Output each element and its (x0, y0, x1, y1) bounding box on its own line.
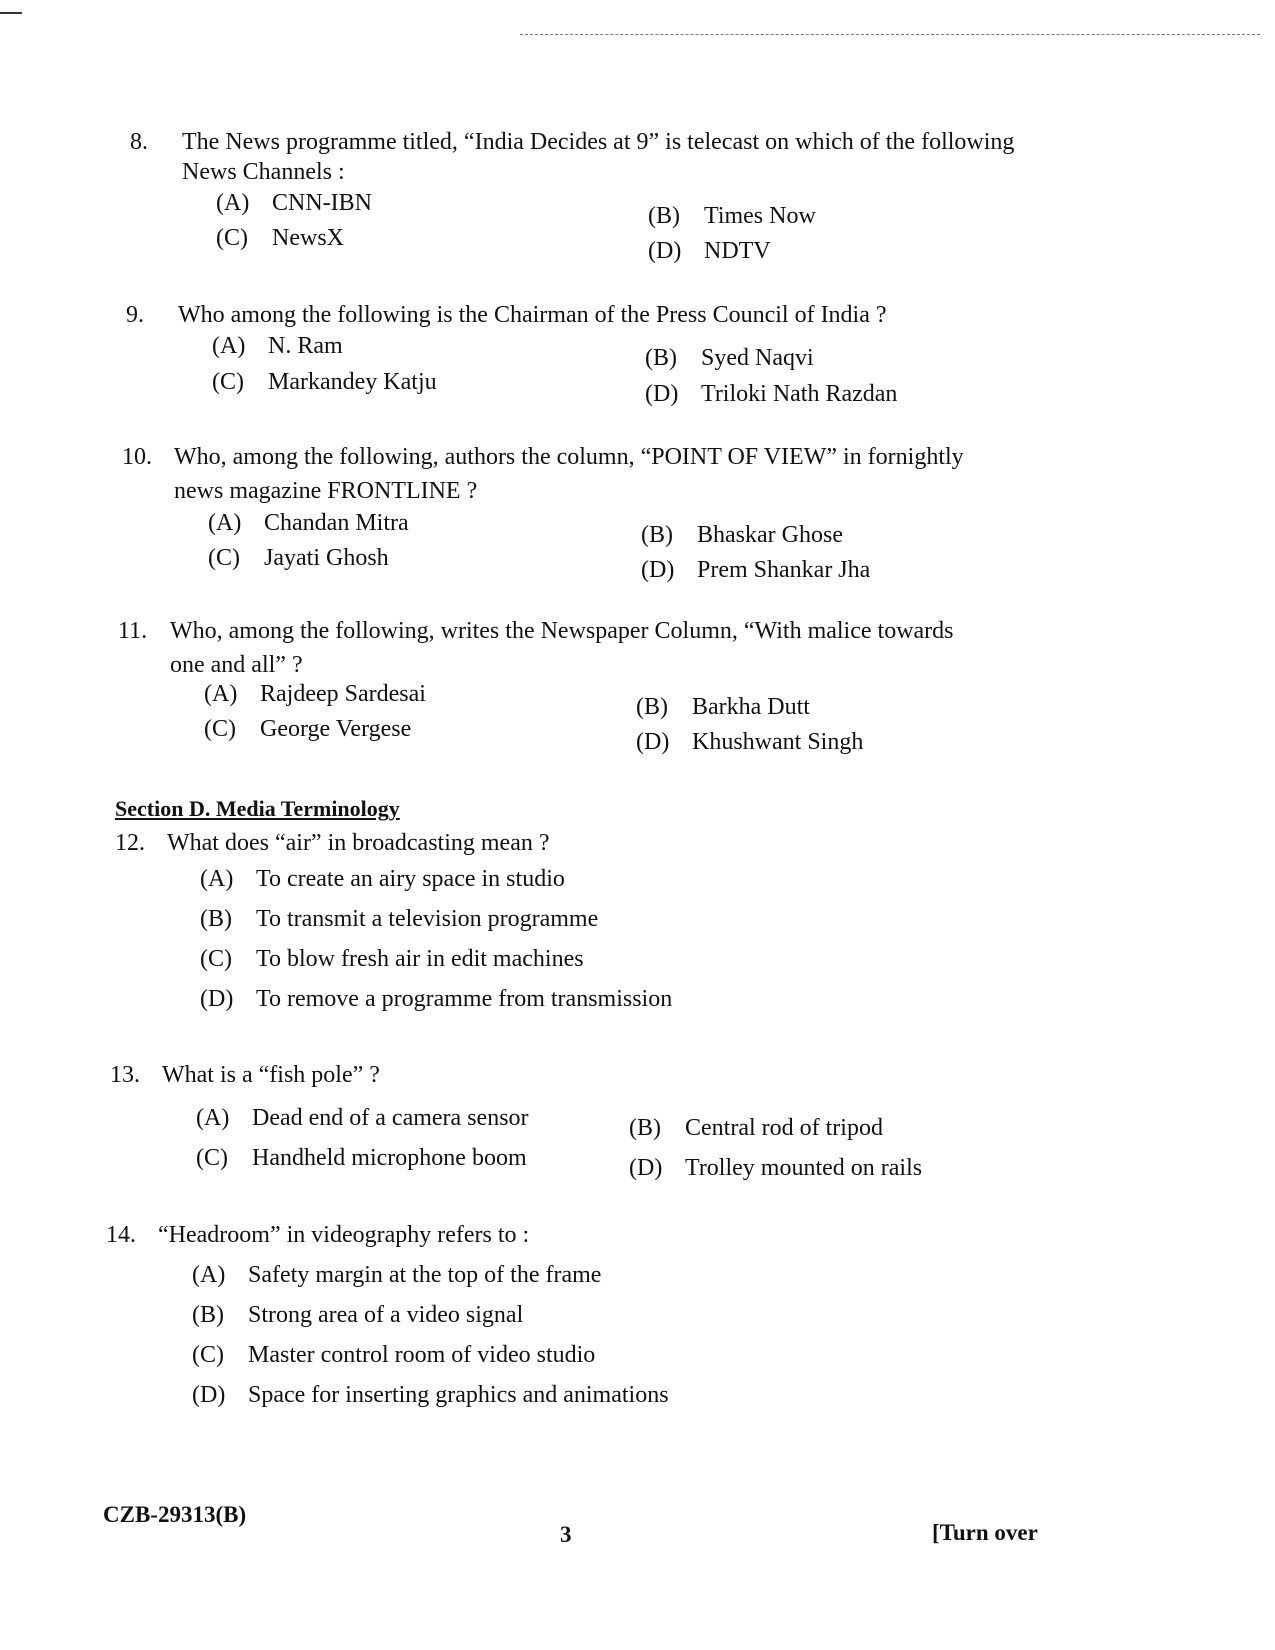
option-d[interactable] (645, 381, 897, 408)
option-c[interactable] (216, 225, 344, 252)
question-12 (115, 826, 1115, 866)
option-b[interactable] (645, 345, 814, 372)
question-text: Who among the following is the Chairman of the Press Council of India ? (178, 302, 887, 328)
option-d[interactable] (648, 238, 771, 265)
option-label: (A) (200, 866, 234, 892)
option-label: (A) (192, 1262, 226, 1288)
option-a[interactable] (216, 190, 372, 217)
turn-over-note: [Turn over (932, 1520, 1038, 1545)
option-label: (B) (200, 906, 232, 932)
question-11 (118, 614, 1118, 684)
option-a[interactable] (192, 1262, 601, 1289)
option-label: (C) (216, 225, 248, 251)
option-text: To transmit a television programme (256, 906, 599, 932)
question-text: What does “air” in broadcasting mean ? (167, 830, 550, 856)
option-c[interactable] (200, 946, 584, 973)
question-number: 12. (115, 830, 145, 856)
question-number: 10. (122, 444, 152, 470)
option-label: (D) (648, 238, 682, 264)
option-text: To remove a programme from transmission (256, 986, 673, 1012)
question-text: Who, among the following, authors the column, “POINT OF VIEW” in fornightly (174, 444, 964, 470)
section-d-heading: Section D. Media Terminology (115, 796, 400, 821)
option-b[interactable] (200, 906, 598, 933)
option-label: (D) (192, 1382, 226, 1408)
option-label: (D) (200, 986, 234, 1012)
option-d[interactable] (641, 557, 870, 584)
option-text: Rajdeep Sardesai (260, 681, 426, 707)
option-a[interactable] (204, 681, 426, 708)
option-b[interactable] (648, 203, 816, 230)
option-text: N. Ram (268, 333, 343, 359)
option-text: NewsX (272, 225, 344, 251)
option-a[interactable] (212, 333, 343, 360)
option-d[interactable] (200, 986, 672, 1013)
option-label: (A) (216, 190, 250, 216)
question-text: “Headroom” in videography refers to : (158, 1222, 530, 1248)
option-d[interactable] (192, 1382, 669, 1409)
option-label: (C) (200, 946, 232, 972)
option-label: (A) (196, 1105, 230, 1131)
option-c[interactable] (192, 1342, 595, 1369)
option-text: Safety margin at the top of the frame (248, 1262, 602, 1288)
option-b[interactable] (192, 1302, 523, 1329)
question-text-cont: news magazine FRONTLINE ? (174, 478, 478, 504)
question-9 (126, 298, 1126, 338)
option-b[interactable] (636, 694, 810, 721)
option-label: (D) (636, 729, 670, 755)
option-label: (C) (204, 716, 236, 742)
question-10 (122, 440, 1122, 510)
question-14 (106, 1218, 1106, 1258)
option-text: Syed Naqvi (701, 345, 814, 371)
question-text: Who, among the following, writes the Newspaper Column, “With malice towards (170, 618, 954, 644)
question-number: 8. (130, 129, 148, 155)
option-text: Markandey Katju (268, 369, 437, 395)
option-text: Chandan Mitra (264, 510, 409, 536)
option-text: Jayati Ghosh (264, 545, 389, 571)
page-number: 3 (560, 1522, 572, 1547)
option-label: (B) (648, 203, 680, 229)
option-d[interactable] (629, 1155, 922, 1182)
option-label: (A) (204, 681, 238, 707)
question-13 (110, 1058, 1110, 1098)
option-d[interactable] (636, 729, 863, 756)
option-label: (B) (192, 1302, 224, 1328)
option-label: (B) (645, 345, 677, 371)
option-text: Dead end of a camera sensor (252, 1105, 529, 1131)
option-text: George Vergese (260, 716, 412, 742)
option-b[interactable] (629, 1115, 883, 1142)
top-margin-mark (0, 12, 22, 14)
option-text: To create an airy space in studio (256, 866, 565, 892)
question-text: The News programme titled, “India Decides at 9” is telecast on which of the following (182, 129, 1015, 155)
question-number: 9. (126, 302, 144, 328)
option-label: (A) (208, 510, 242, 536)
question-number: 13. (110, 1062, 140, 1088)
option-text: CNN-IBN (272, 190, 372, 216)
option-text: Handheld microphone boom (252, 1145, 527, 1171)
question-number: 11. (118, 618, 148, 644)
option-label: (C) (212, 369, 244, 395)
option-text: Khushwant Singh (692, 729, 864, 755)
option-text: Barkha Dutt (692, 694, 810, 720)
option-text: Central rod of tripod (685, 1115, 883, 1141)
option-text: NDTV (704, 238, 771, 264)
question-text-cont: one and all” ? (170, 652, 303, 678)
option-label: (C) (196, 1145, 228, 1171)
option-label: (C) (208, 545, 240, 571)
option-text: Bhaskar Ghose (697, 522, 843, 548)
option-label: (B) (629, 1115, 661, 1141)
option-text: Trolley mounted on rails (685, 1155, 923, 1181)
option-text: Times Now (704, 203, 816, 229)
option-text: Master control room of video studio (248, 1342, 596, 1368)
option-label: (B) (641, 522, 673, 548)
option-a[interactable] (208, 510, 409, 537)
option-b[interactable] (641, 522, 843, 549)
option-c[interactable] (204, 716, 411, 743)
option-text: Triloki Nath Razdan (701, 381, 898, 407)
option-label: (D) (645, 381, 679, 407)
question-text-cont: News Channels : (182, 159, 345, 185)
option-label: (C) (192, 1342, 224, 1368)
option-a[interactable] (196, 1105, 529, 1132)
option-label: (D) (629, 1155, 663, 1181)
question-text: What is a “fish pole” ? (162, 1062, 380, 1088)
paper-code: CZB-29313(B) (103, 1502, 247, 1527)
top-dashed-line (520, 34, 1260, 35)
option-text: Strong area of a video signal (248, 1302, 524, 1328)
option-a[interactable] (200, 866, 565, 893)
option-text: Space for inserting graphics and animations (248, 1382, 669, 1408)
option-text: Prem Shankar Jha (697, 557, 871, 583)
option-label: (D) (641, 557, 675, 583)
option-label: (A) (212, 333, 246, 359)
option-label: (B) (636, 694, 668, 720)
option-c[interactable] (196, 1145, 527, 1172)
option-c[interactable] (208, 545, 389, 572)
question-number: 14. (106, 1222, 136, 1248)
option-c[interactable] (212, 369, 437, 396)
option-text: To blow fresh air in edit machines (256, 946, 584, 972)
